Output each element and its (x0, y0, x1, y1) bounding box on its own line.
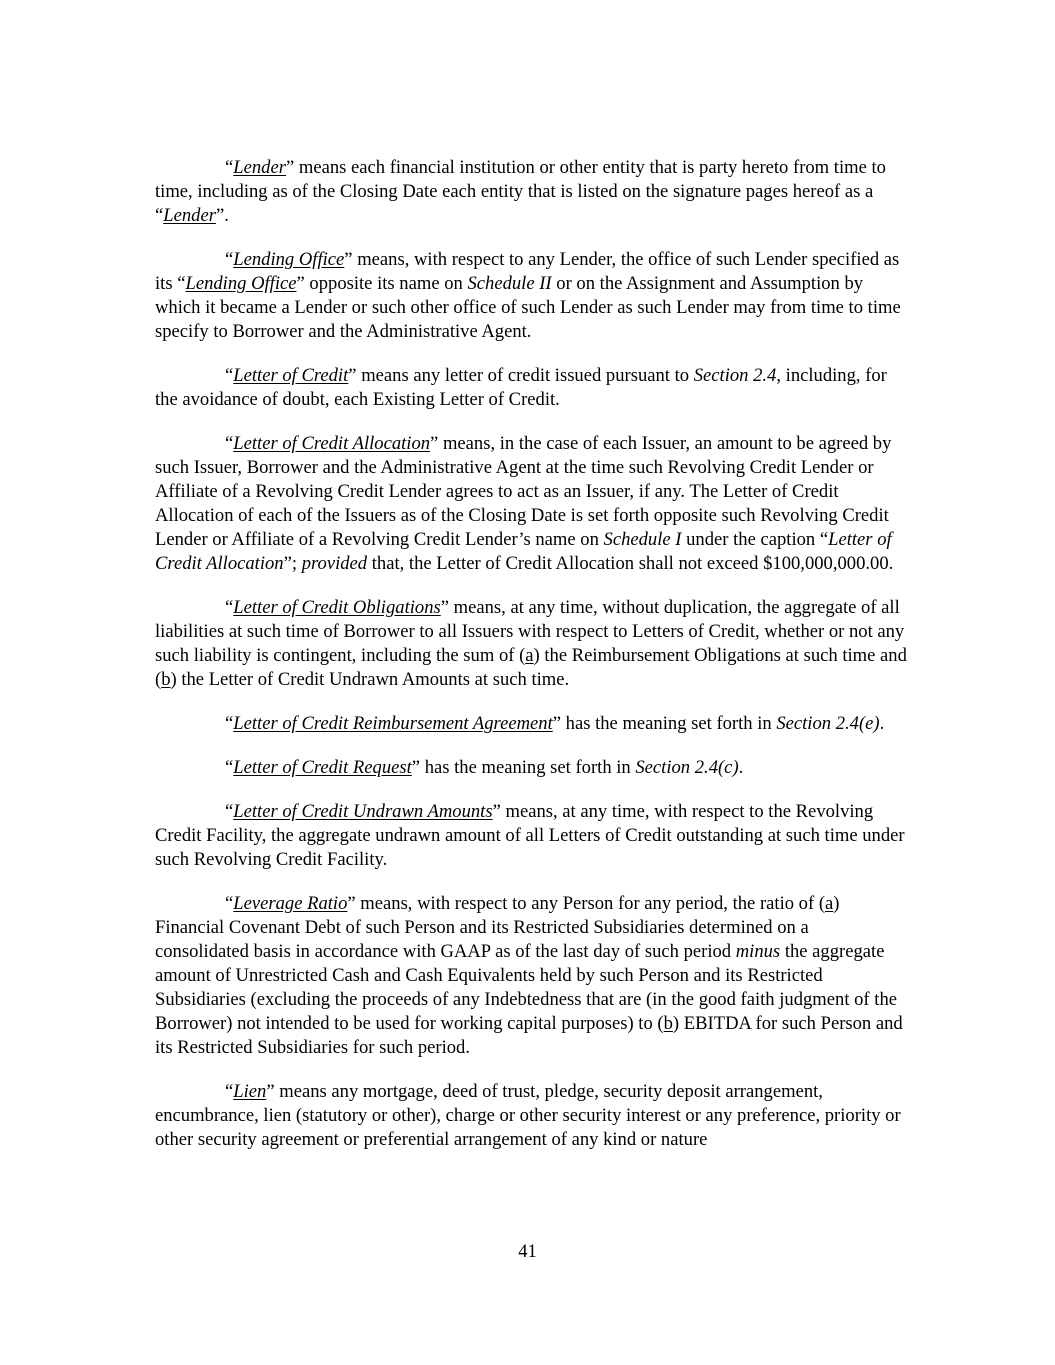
section-reference: Section 2.4(e) (776, 713, 880, 734)
defined-term: Leverage Ratio (233, 893, 348, 914)
term-reference: Lender (163, 205, 216, 226)
defined-term: Letter of Credit Allocation (233, 433, 431, 454)
defined-term: Lending Office (233, 249, 345, 270)
definition-letter-of-credit-request: “Letter of Credit Request” has the meaning set forth in Section 2.4(c). (225, 757, 744, 778)
defined-term: Lender (233, 157, 286, 178)
definition-letter-of-credit-obligations: “Letter of Credit Obligations” means, at any time, without duplication, the aggregate of all liabilities at such time of Borrower to all Issuers with respect to Letters of Credit, whether or not any such liability is contingent, including the sum of (a) the Reimbursement Obligations at such time and (b) the Letter of Credit Undrawn Amounts at such time. (155, 597, 907, 690)
definition-lien: “Lien” means any mortgage, deed of trust, pledge, security deposit arrangement, encumbrance, lien (statutory or other), charge or other security interest or any preference, priority or other security agreement or preferential arrangement of any kind or nature (155, 1081, 901, 1150)
defined-term: Letter of Credit Undrawn Amounts (233, 801, 493, 822)
definition-leverage-ratio: “Leverage Ratio” means, with respect to any Person for any period, the ratio of (a) Financial Covenant Debt of such Person and its Restricted Subsidiaries determined on a consolidated basis in accordance with GAAP as of the last day of such period minus the aggregate amount of Unrestricted Cash and Cash Equivalents held by such Person and its Restricted Subsidiaries (excluding the proceeds of any Indebtedness that are (in the good faith judgment of the Borrower) not intended to be used for working capital purposes) to (b) EBITDA for such Person and its Restricted Subsidiaries for such period. (155, 893, 903, 1058)
schedule-reference: Schedule I (603, 529, 682, 550)
schedule-reference: Schedule II (467, 273, 552, 294)
caption-reference: Letter of Credit Allocation (155, 529, 892, 574)
definition-letter-of-credit-undrawn-amounts: “Letter of Credit Undrawn Amounts” means, at any time, with respect to the Revolving Credit Facility, the aggregate undrawn amount of all Letters of Credit outstanding at such time under such Revolving Credit Facility. (155, 801, 905, 870)
section-reference: Section 2.4 (693, 365, 777, 386)
clause-letter: a (525, 645, 534, 666)
definition-lender: “Lender” means each financial institution or other entity that is party hereto from time to time, including as of the Closing Date each entity that is listed on the signature pages hereof as a “Lender”. (155, 157, 886, 226)
defined-term: Letter of Credit (233, 365, 349, 386)
definitions-body (155, 156, 907, 1152)
emphasis-minus: minus (735, 941, 781, 962)
defined-term: Letter of Credit Obligations (233, 597, 441, 618)
definition-letter-of-credit-reimbursement-agreement: “Letter of Credit Reimbursement Agreement” has the meaning set forth in Section 2.4(e). (225, 713, 885, 734)
definition-letter-of-credit-allocation: “Letter of Credit Allocation” means, in the case of each Issuer, an amount to be agreed by such Issuer, Borrower and the Administrative Agent at the time such Revolving Credit Lender or Affiliate of a Revolving Credit Lender agrees to act as an Issuer, if any. The Letter of Credit Allocation of each of the Issuers as of the Closing Date is set forth opposite such Revolving Credit Lender or Affiliate of a Revolving Credit Lender’s name on Schedule I under the caption “Letter of Credit Allocation”; provided that, the Letter of Credit Allocation shall not exceed $100,000,000.00. (155, 433, 894, 574)
definition-letter-of-credit: “Letter of Credit” means any letter of credit issued pursuant to Section 2.4, including, for the avoidance of doubt, each Existing Letter of Credit. (155, 365, 887, 410)
proviso: provided (301, 553, 368, 574)
defined-term: Letter of Credit Request (233, 757, 412, 778)
clause-letter: b (161, 669, 171, 690)
definition-lending-office: “Lending Office” means, with respect to any Lender, the office of such Lender specified as its “Lending Office” opposite its name on Schedule II or on the Assignment and Assumption by which it became a Lender or such other office of such Lender as such Lender may from time to time specify to Borrower and the Administrative Agent. (155, 249, 901, 342)
defined-term: Lien (233, 1081, 267, 1102)
clause-letter: a (825, 893, 834, 914)
page-number: 41 (518, 1241, 537, 1262)
defined-term: Letter of Credit Reimbursement Agreement (233, 713, 553, 734)
clause-letter: b (663, 1013, 673, 1034)
section-reference: Section 2.4(c) (635, 757, 739, 778)
term-reference: Lending Office (185, 273, 297, 294)
